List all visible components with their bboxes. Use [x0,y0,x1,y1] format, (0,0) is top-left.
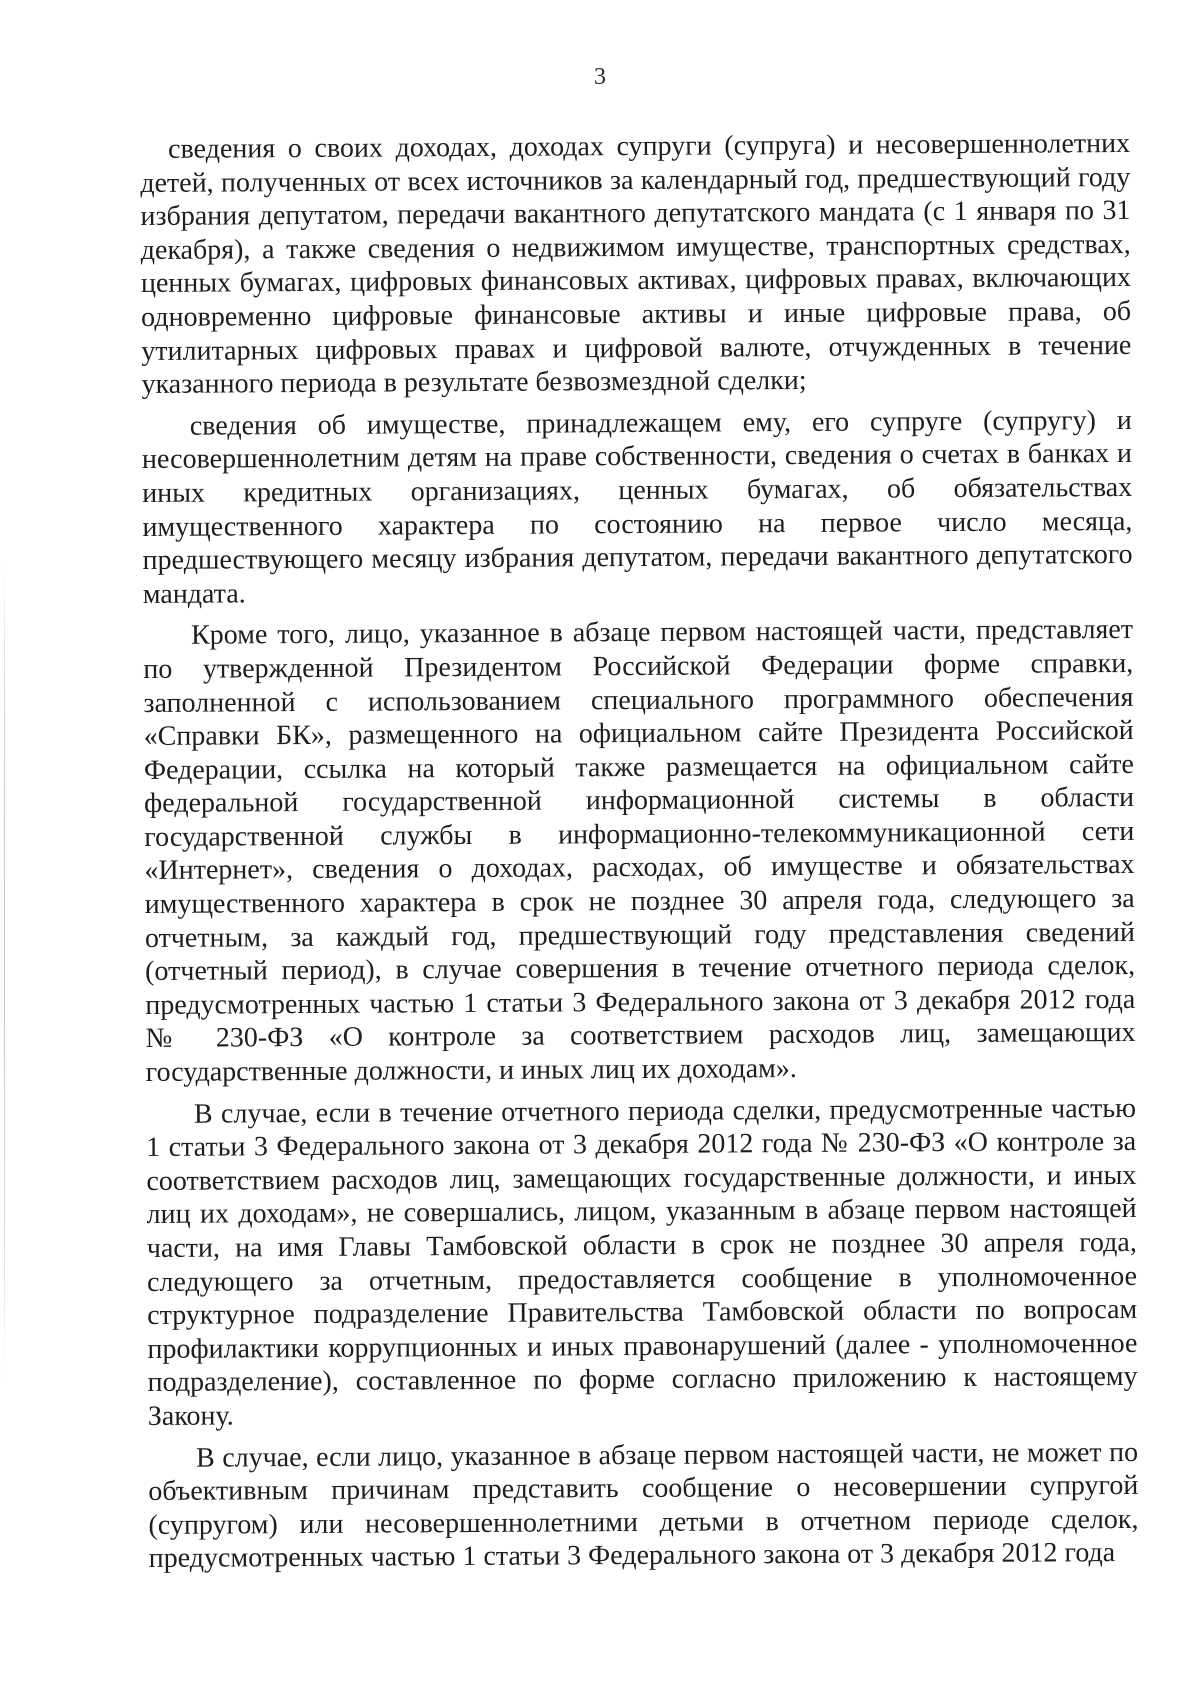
paragraph-1: сведения о своих доходах, доходах супруги (супруга) и несовершеннолетних детей, полученных от всех источников за календарный год, предшествующий году избрания депутатом, передачи вакантного депутатского мандата (с 1 января по 31 декабря), а также сведения о недвижимом имуществе, транспортных средствах, ценных бумагах, цифровых финансовых активах, цифровых правах, включающих одновременно цифровые финансовые активы и иные цифровые права, об утилитарных цифровых правах и цифровой валюте, отчужденных в течение указанного периода в результате безвозмездной сделки; [140,127,1132,401]
paragraph-4: В случае, если в течение отчетного периода сделки, предусмотренные частью 1 статьи 3 Федерального закона от 3 декабря 2012 года № 230-ФЗ «О контроле за соответствием расходов лиц, замещающих государственные должности, и иных лиц их доходам», не совершались, лицом, указанным в абзаце первом настоящей части, на имя Главы Тамбовской области в срок не позднее 30 апреля года, следующего за отчетным, предоставляется сообщение в уполномоченное структурное подразделение Правительства Тамбовской области по вопросам профилактики коррупционных и иных правонарушений (далее - уполномоченное подразделение), составленное по форме согласно приложению к настоящему Закону. [146,1092,1138,1432]
scan-edge-shadow [4,560,5,1380]
document-body [140,127,1139,1576]
paragraph-5: В случае, если лицо, указанное в абзаце первом настоящей части, не может по объективным причинам представить сообщение о несовершении супругой (супругом) или несовершеннолетними детьми в отчетном периоде сделок, предусмотренных частью 1 статьи 3 Федерального закона от 3 декабря 2012 года [148,1436,1139,1575]
paragraph-3: Кроме того, лицо, указанное в абзаце первом настоящей части, представляет по утвержденной Президентом Российской Федерации форме справки, заполненной с использованием специального программного обеспечения «Справки БК», размещенного на официальном сайте Президента Российской Федерации, ссылка на который также размещается на официальном сайте федеральной государственной информационной системы в области государственной службы в информационно-телекоммуникационной сети «Интернет», сведения о доходах, расходах, об имуществе и обязательствах имущественного характера в срок не позднее 30 апреля года, следующего за отчетным, за каждый год, предшествующий году представления сведений (отчетный период), в случае совершения в течение отчетного периода сделок, предусмотренных частью 1 статьи 3 Федерального закона от 3 декабря 2012 года № 230-ФЗ «О контроле за соответствием расходов лиц, замещающих государственные должности, и иных лиц их доходам». [143,614,1136,1089]
paragraph-2: сведения об имуществе, принадлежащем ему, его супруге (супругу) и несовершеннолетним детям на праве собственности, сведения о счетах в банках и иных кредитных организациях, ценных бумагах, об обязательствах имущественного характера по состоянию на первое число месяца, предшествующего месяцу избрания депутатом, передачи вакантного депутатского мандата. [141,404,1133,610]
page-number: 3 [594,64,606,90]
